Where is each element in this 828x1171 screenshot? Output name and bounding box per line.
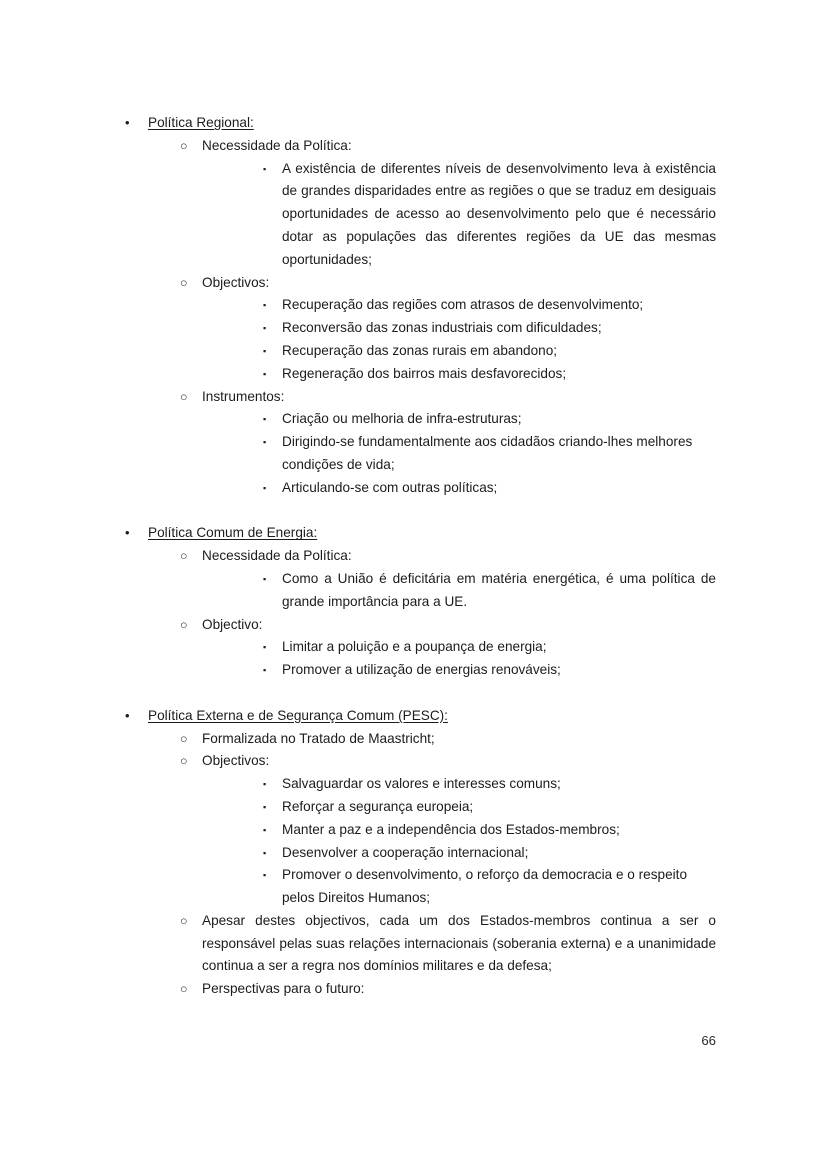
outline-itemlist: [255, 408, 716, 499]
outline-sublist: [174, 545, 716, 682]
outline-group: [174, 272, 716, 386]
outline-itemlist: [255, 636, 716, 682]
outline-item: [255, 773, 716, 796]
bullet-circle-icon: ○: [180, 549, 188, 564]
bullet-square-icon: ▪: [263, 847, 267, 858]
outline-group: [174, 978, 716, 1001]
bullet-square-icon: ▪: [263, 665, 267, 676]
outline-sublist: [174, 135, 716, 500]
bullet-circle-icon: ○: [180, 138, 188, 153]
bullet-circle-icon: ○: [180, 913, 188, 928]
item-text: A existência de diferentes níveis de desenvolvimento leva à existência de grandes disparidades entre as regiões o que se traduz em desiguais oportunidades de acesso ao desenvolvimento pelo que é necessário dotar as populações das diferentes regiões da UE das mesmas oportunidades;: [282, 160, 716, 267]
page-number: 66: [701, 1033, 716, 1048]
group-label: Objectivos:: [202, 274, 270, 290]
outline-section: [116, 705, 716, 1001]
item-text: Desenvolver a cooperação internacional;: [282, 844, 529, 860]
outline-item: [255, 477, 716, 500]
bullet-square-icon: ▪: [263, 368, 267, 379]
bullet-disc-icon: •: [125, 115, 130, 130]
outline-group: [174, 545, 716, 613]
bullet-disc-icon: •: [125, 707, 130, 723]
item-text: Regeneração dos bairros mais desfavorecidos;: [282, 365, 567, 381]
section-heading: Política Externa e de Segurança Comum (PESC):: [148, 707, 448, 723]
group-label: Necessidade da Política:: [202, 548, 352, 564]
outline-itemlist: [255, 294, 716, 385]
bullet-square-icon: ▪: [263, 642, 267, 653]
group-label: Perspectivas para o futuro:: [202, 981, 365, 997]
section-heading: Política Comum de Energia:: [148, 525, 318, 541]
item-text: Articulando-se com outras políticas;: [282, 479, 498, 495]
group-label: Formalizada no Tratado de Maastricht;: [202, 730, 435, 746]
bullet-square-icon: ▪: [263, 300, 267, 311]
item-text: Reconversão das zonas industriais com dificuldades;: [282, 320, 602, 336]
item-text: Salvaguardar os valores e interesses comuns;: [282, 776, 561, 792]
outline-list: [116, 112, 716, 1001]
outline-item: [255, 317, 716, 340]
outline-item: [255, 659, 716, 682]
bullet-square-icon: ▪: [263, 573, 267, 584]
bullet-circle-icon: ○: [180, 617, 188, 632]
outline-itemlist: [255, 158, 716, 272]
outline-group: [174, 728, 716, 751]
section-spacer: [116, 682, 716, 705]
bullet-square-icon: ▪: [263, 437, 267, 448]
outline-section: [116, 522, 716, 682]
bullet-circle-icon: ○: [180, 731, 188, 746]
outline-group: [174, 614, 716, 682]
outline-item: [255, 363, 716, 386]
outline-group: [174, 750, 716, 910]
outline-group: [174, 386, 716, 500]
outline-section: [116, 112, 716, 500]
outline-item: [255, 158, 716, 272]
outline-group: [174, 135, 716, 272]
outline-item: [255, 864, 716, 910]
bullet-circle-icon: ○: [180, 982, 188, 997]
bullet-circle-icon: ○: [180, 275, 188, 290]
section-spacer: [116, 500, 716, 523]
outline-itemlist: [255, 568, 716, 614]
bullet-circle-icon: ○: [180, 754, 188, 769]
item-text: Recuperação das zonas rurais em abandono;: [282, 342, 558, 358]
bullet-square-icon: ▪: [263, 323, 267, 334]
group-label: Necessidade da Política:: [202, 137, 352, 153]
outline-item: [255, 568, 716, 614]
outline-item: [255, 796, 716, 819]
bullet-disc-icon: •: [125, 525, 130, 541]
item-text: Reforçar a segurança europeia;: [282, 798, 474, 814]
outline-itemlist: [255, 773, 716, 910]
bullet-square-icon: ▪: [263, 345, 267, 356]
group-label: Objectivo:: [202, 616, 263, 632]
bullet-square-icon: ▪: [263, 163, 267, 174]
item-text: Recuperação das regiões com atrasos de desenvolvimento;: [282, 297, 644, 313]
outline-sublist: [174, 728, 716, 1002]
outline-item: [255, 636, 716, 659]
outline-item: [255, 408, 716, 431]
section-heading: Política Regional:: [148, 115, 254, 130]
outline-item: [255, 819, 716, 842]
outline-item: [255, 842, 716, 865]
bullet-square-icon: ▪: [263, 414, 267, 425]
bullet-square-icon: ▪: [263, 824, 267, 835]
bullet-square-icon: ▪: [263, 801, 267, 812]
item-text: Promover a utilização de energias renováveis;: [282, 662, 561, 678]
bullet-square-icon: ▪: [263, 870, 267, 881]
outline-item: [255, 294, 716, 317]
document-body: [116, 112, 716, 1001]
item-text: Limitar a poluição e a poupança de energia;: [282, 639, 547, 655]
group-label: Objectivos:: [202, 753, 270, 769]
outline-item: [255, 340, 716, 363]
item-text: Criação ou melhoria de infra-estruturas;: [282, 411, 522, 427]
bullet-circle-icon: ○: [180, 389, 188, 404]
bullet-square-icon: ▪: [263, 482, 267, 493]
item-text: Manter a paz e a independência dos Estados-membros;: [282, 821, 620, 837]
outline-group: [174, 910, 716, 978]
group-label: Instrumentos:: [202, 388, 285, 404]
item-text: Promover o desenvolvimento, o reforço da democracia e o respeito pelos Direitos Humanos;: [282, 867, 687, 906]
item-text: Como a União é deficitária em matéria energética, é uma política de grande importância para a UE.: [282, 570, 716, 609]
group-label: Apesar destes objectivos, cada um dos Estados-membros continua a ser o responsável pelas suas relações internacionais (soberania externa) e a unanimidade continua a ser a regra nos domínios militares e da defesa;: [202, 912, 716, 974]
bullet-square-icon: ▪: [263, 779, 267, 790]
item-text: Dirigindo-se fundamentalmente aos cidadãos criando-lhes melhores condições de vida;: [282, 434, 693, 472]
outline-item: [255, 431, 716, 477]
